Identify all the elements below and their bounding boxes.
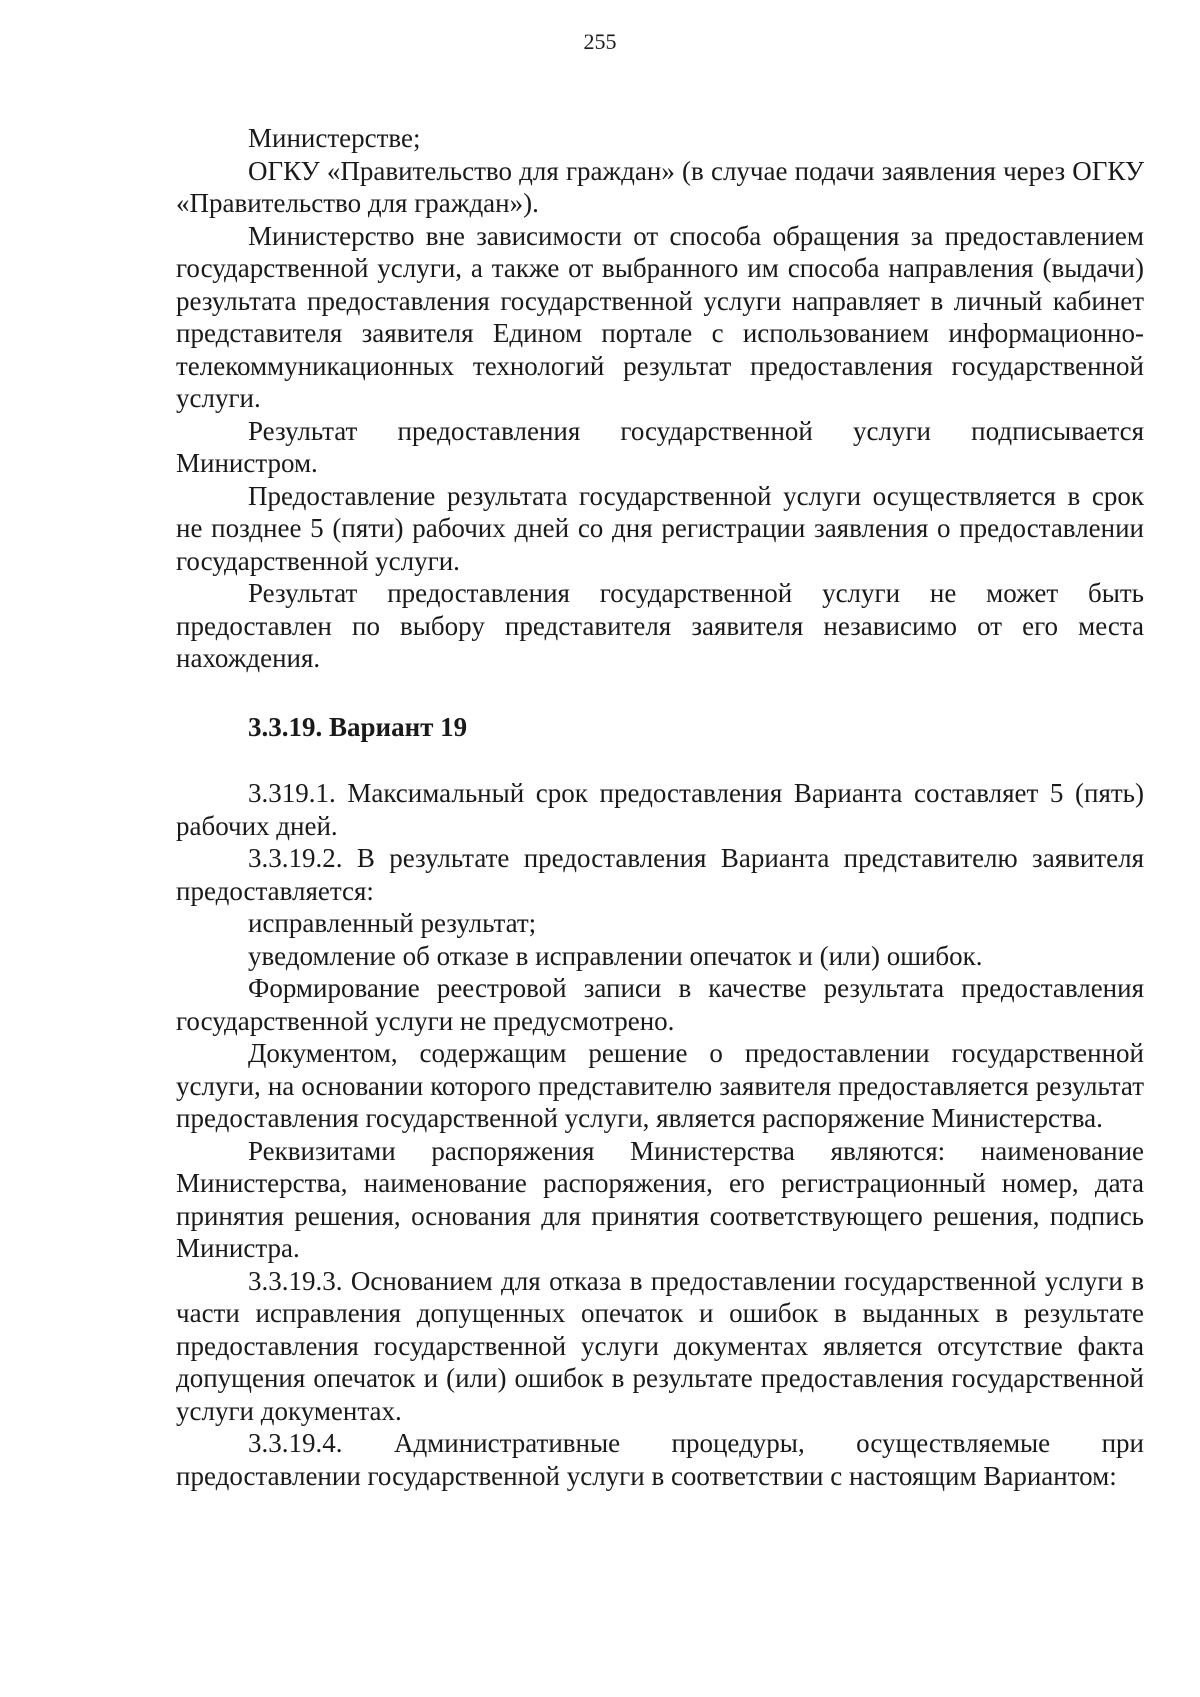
paragraph: Министерство вне зависимости от способа обращения за предоставлением государственной услуги, а также от выбранного им способа направления (выдачи) результата предоставления государственной услуги направляет в личный кабинет представителя заявителя Едином портале с использованием информационно-телекоммуникационных технологий результат предоставления государственной услуги. xyxy=(176,220,1144,413)
paragraph: Реквизитами распоряжения Министерства являются: наименование Министерства, наименование распоряжения, его регистрационный номер, дата принятия решения, основания для принятия соответствующего решения, подпись Министра. xyxy=(176,1135,1144,1263)
paragraph: Министерстве; xyxy=(248,123,421,153)
paragraph: 3.3.19.4. Административные процедуры, осуществляемые при предоставлении государственной услуги в соответствии с настоящим Вариантом: xyxy=(176,1428,1144,1491)
document-body xyxy=(176,122,1144,1492)
paragraph: Формирование реестровой записи в качестве результата предоставления государственной услуги не предусмотрено. xyxy=(176,973,1144,1036)
paragraph: исправленный результат; xyxy=(248,908,537,938)
paragraph: ОГКУ «Правительство для граждан» (в случае подачи заявления через ОГКУ «Правительство для граждан»). xyxy=(176,155,1144,218)
paragraph: Результат предоставления государственной услуги не может быть предоставлен по выбору представителя заявителя независимо от его места нахождения. xyxy=(176,578,1144,673)
paragraph: Документом, содержащим решение о предоставлении государственной услуги, на основании которого представителю заявителя предоставляется результат предоставления государственной услуги, является распоряжение Министерства. xyxy=(176,1038,1144,1133)
paragraph: уведомление об отказе в исправлении опечаток и (или) ошибок. xyxy=(248,940,983,971)
paragraph: 3.3.19.2. В результате предоставления Варианта представителю заявителя предоставляется: xyxy=(176,843,1144,906)
paragraph: 3.3.19.3. Основанием для отказа в предоставлении государственной услуги в части исправления допущенных опечаток и ошибок в выданных в результате предоставления государственной услуги документах является отсутствие факта допущения опечаток и (или) ошибок в результате предоставления государственной услуги документах. xyxy=(176,1265,1144,1426)
paragraph: Предоставление результата государственной услуги осуществляется в срок не позднее 5 (пяти) рабочих дней со дня регистрации заявления о предоставлении государственной услуги. xyxy=(176,480,1144,576)
paragraph: Результат предоставления государственной услуги подписывается Министром. xyxy=(176,415,1144,478)
section-heading: 3.3.19. Вариант 19 xyxy=(248,711,468,742)
page-number: 255 xyxy=(583,29,617,54)
paragraph: 3.319.1. Максимальный срок предоставления Варианта составляет 5 (пять) рабочих дней. xyxy=(176,778,1144,841)
